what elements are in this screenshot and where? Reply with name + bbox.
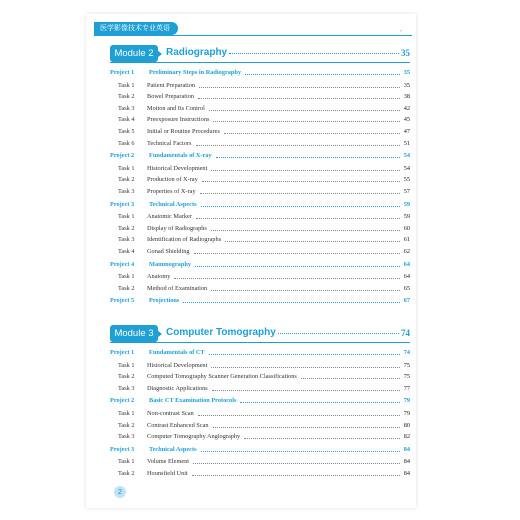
task-page-number: 35 <box>403 81 410 89</box>
task-label: Task 2 <box>118 421 135 429</box>
toc-task-entry[interactable] <box>110 246 410 257</box>
project-title: Technical Aspects <box>149 445 197 453</box>
leader-dots <box>194 253 400 254</box>
task-title: Production of X-ray <box>147 176 198 184</box>
toc-task-entry[interactable] <box>110 456 410 467</box>
toc-task-entry[interactable] <box>110 163 410 174</box>
task-title: Method of Examination <box>147 284 208 292</box>
toc-task-entry[interactable] <box>110 103 410 114</box>
task-page-number: 64 <box>403 273 410 281</box>
project-label: Project 2 <box>110 152 135 160</box>
toc-task-entry[interactable] <box>110 186 410 197</box>
leader-dots <box>225 241 400 242</box>
toc-project-entry[interactable] <box>110 295 410 306</box>
toc-task-entry[interactable] <box>110 408 410 419</box>
task-page-number: 60 <box>403 224 410 232</box>
task-page-number: 75 <box>403 361 410 369</box>
leader-dots <box>209 110 400 111</box>
task-label: Task 1 <box>118 81 135 89</box>
leader-dots <box>193 463 400 464</box>
toc-task-entry[interactable] <box>110 174 410 185</box>
task-label: Task 3 <box>118 236 135 244</box>
task-page-number: 51 <box>403 139 410 147</box>
task-title: Anatomy <box>147 273 171 281</box>
module-page-number: 74 <box>401 328 410 338</box>
leader-dots <box>211 170 400 171</box>
toc-task-entry[interactable] <box>110 211 410 222</box>
task-page-number: 82 <box>403 433 410 441</box>
task-title: Historical Development <box>147 361 208 369</box>
leader-dots <box>278 333 399 334</box>
toc-task-entry[interactable] <box>110 234 410 245</box>
leader-dots <box>196 145 400 146</box>
toc-project-entry[interactable] <box>110 444 410 455</box>
task-title: Identification of Radiographs <box>147 236 222 244</box>
project-label: Project 5 <box>110 297 135 305</box>
page-number: 2 <box>114 486 126 498</box>
task-label: Task 2 <box>118 176 135 184</box>
leader-dots <box>192 475 400 476</box>
leader-dots <box>198 98 400 99</box>
task-title: Computer Tomography Angiography <box>147 433 241 441</box>
module-title: Computer Tomography <box>166 327 276 338</box>
task-title: Non-contrast Scan <box>147 410 194 417</box>
toc-task-entry[interactable] <box>110 283 410 294</box>
leader-dots <box>245 74 400 75</box>
leader-dots <box>212 390 400 391</box>
module-heading[interactable] <box>110 325 410 341</box>
project-label: Project 3 <box>110 200 135 208</box>
task-title: Computed Tomography Scanner Generation Classifications <box>147 373 297 381</box>
leader-dots <box>201 451 400 452</box>
project-title: Preliminary Steps in Radiography <box>149 69 242 76</box>
task-title: Contrast Enhanced Scan <box>147 421 209 429</box>
leader-dots <box>202 181 400 182</box>
leader-dots <box>213 121 400 122</box>
task-title: Technical Factors <box>147 139 192 147</box>
task-label: Task 4 <box>118 116 135 124</box>
toc-project-entry[interactable] <box>110 199 410 210</box>
task-label: Task 1 <box>118 410 135 417</box>
task-label: Task 3 <box>118 433 135 441</box>
toc-task-entry[interactable] <box>110 126 410 137</box>
task-page-number: 57 <box>403 188 410 195</box>
task-label: Task 3 <box>118 104 135 112</box>
task-title: Display of Radiographs <box>147 224 207 232</box>
task-page-number: 59 <box>403 213 410 221</box>
task-title: Hounsfield Unit <box>147 470 188 477</box>
task-label: Task 1 <box>118 213 135 221</box>
task-label: Task 5 <box>118 128 135 135</box>
task-page-number: 38 <box>403 93 410 101</box>
task-title: Patient Preparation <box>147 81 196 89</box>
leader-dots <box>301 378 400 379</box>
task-page-number: 77 <box>403 384 410 392</box>
task-page-number: 84 <box>403 470 410 477</box>
task-title: Properties of X-ray <box>147 188 196 195</box>
task-label: Task 1 <box>118 164 135 172</box>
leader-dots <box>200 193 400 194</box>
toc-task-entry[interactable] <box>110 114 410 125</box>
toc-task-entry[interactable] <box>110 468 410 479</box>
module-badge: Module 2 <box>110 45 158 62</box>
leader-dots <box>229 53 399 54</box>
toc-task-entry[interactable] <box>110 431 410 442</box>
header-rule <box>94 35 412 36</box>
toc-task-entry[interactable] <box>110 223 410 234</box>
toc-task-entry[interactable] <box>110 360 410 371</box>
toc-project-entry[interactable] <box>110 67 410 78</box>
project-page-number: 67 <box>403 297 410 305</box>
project-label: Project 4 <box>110 260 135 268</box>
task-label: Task 1 <box>118 273 135 281</box>
task-page-number: 42 <box>403 104 410 112</box>
leader-dots <box>211 290 400 291</box>
leader-dots <box>174 278 400 279</box>
task-title: Gonad Shielding <box>147 248 190 255</box>
leader-dots <box>216 157 400 158</box>
header-mark: , <box>400 26 402 33</box>
task-title: Preexposure Instructions <box>147 116 210 124</box>
task-label: Task 2 <box>118 284 135 292</box>
project-title: Technical Aspects <box>149 200 197 208</box>
module-rule <box>110 62 410 63</box>
project-label: Project 3 <box>110 445 135 453</box>
toc-task-entry[interactable] <box>110 420 410 431</box>
toc-project-entry[interactable] <box>110 395 410 406</box>
task-page-number: 61 <box>403 236 410 244</box>
task-label: Task 1 <box>118 361 135 369</box>
task-title: Historical Development <box>147 164 208 172</box>
leader-dots <box>240 402 400 403</box>
task-label: Task 6 <box>118 139 135 147</box>
project-page-number: 54 <box>403 152 410 160</box>
project-title: Projections <box>149 297 180 305</box>
task-title: Diagnostic Applications <box>147 384 208 392</box>
task-label: Task 2 <box>118 373 135 381</box>
module-rule <box>110 342 410 343</box>
task-title: Bowel Preparation <box>147 93 195 101</box>
task-page-number: 62 <box>403 248 410 255</box>
project-title: Fundamentals of X-ray <box>149 152 212 160</box>
task-title: Motion and Its Control <box>147 104 205 112</box>
task-title: Initial or Routine Procedures <box>147 128 220 135</box>
task-page-number: 80 <box>403 421 410 429</box>
leader-dots <box>195 266 400 267</box>
task-label: Task 4 <box>118 248 135 255</box>
toc-project-entry[interactable] <box>110 150 410 161</box>
toc-project-entry[interactable] <box>110 259 410 270</box>
leader-dots <box>199 87 400 88</box>
toc-task-entry[interactable] <box>110 80 410 91</box>
task-label: Task 2 <box>118 93 135 101</box>
project-title: Basic CT Examination Protocols <box>149 397 237 405</box>
leader-dots <box>201 206 400 207</box>
project-label: Project 1 <box>110 349 135 356</box>
running-header-label: 医学影像技术专业英语 <box>94 22 178 35</box>
leader-dots <box>213 427 400 428</box>
leader-dots <box>183 302 400 303</box>
task-label: Task 2 <box>118 470 135 477</box>
project-label: Project 1 <box>110 69 135 76</box>
project-page-number: 35 <box>403 69 410 76</box>
toc-task-entry[interactable] <box>110 271 410 282</box>
module-page-number: 35 <box>401 48 410 58</box>
toc-project-entry[interactable] <box>110 347 410 358</box>
leader-dots <box>196 218 400 219</box>
leader-dots <box>244 438 400 439</box>
project-page-number: 74 <box>403 349 410 356</box>
leader-dots <box>224 133 400 134</box>
project-label: Project 2 <box>110 397 135 405</box>
task-page-number: 65 <box>403 284 410 292</box>
toc-task-entry[interactable] <box>110 383 410 394</box>
leader-dots <box>198 415 400 416</box>
task-page-number: 54 <box>403 164 410 172</box>
project-page-number: 64 <box>403 260 410 268</box>
project-title: Fundamentals of CT <box>149 349 205 356</box>
task-label: Task 2 <box>118 224 135 232</box>
leader-dots <box>211 230 400 231</box>
task-title: Volume Element <box>147 458 190 466</box>
project-page-number: 59 <box>403 200 410 208</box>
project-page-number: 79 <box>403 397 410 405</box>
task-page-number: 55 <box>403 176 410 184</box>
module-heading[interactable] <box>110 45 410 61</box>
task-page-number: 75 <box>403 373 410 381</box>
toc-task-entry[interactable] <box>110 138 410 149</box>
task-page-number: 84 <box>403 458 410 466</box>
task-label: Task 3 <box>118 384 135 392</box>
toc-task-entry[interactable] <box>110 91 410 102</box>
task-label: Task 3 <box>118 188 135 195</box>
task-page-number: 45 <box>403 116 410 124</box>
module-badge: Module 3 <box>110 325 158 342</box>
task-title: Anatomic Marker <box>147 213 192 221</box>
project-page-number: 84 <box>403 445 410 453</box>
task-page-number: 79 <box>403 410 410 417</box>
leader-dots <box>209 354 400 355</box>
task-label: Task 1 <box>118 458 135 466</box>
leader-dots <box>211 367 400 368</box>
task-page-number: 47 <box>403 128 410 135</box>
module-title: Radiography <box>166 47 228 58</box>
project-title: Mammography <box>149 260 191 268</box>
toc-task-entry[interactable] <box>110 371 410 382</box>
